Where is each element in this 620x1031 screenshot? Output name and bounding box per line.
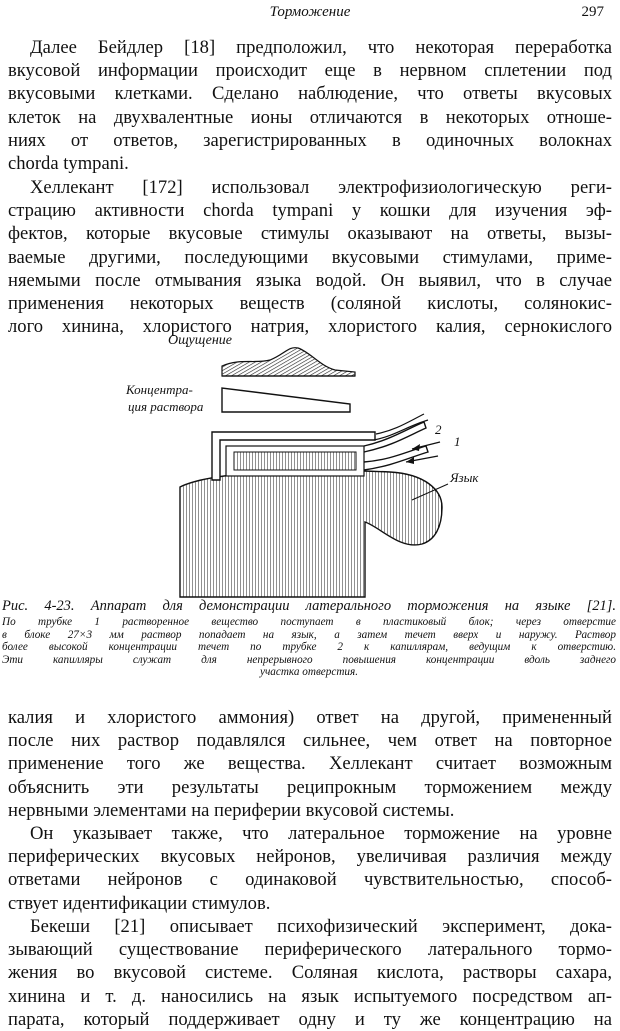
label-sensation: Ощущение [168,333,232,348]
caption-body [2,616,616,679]
tube-2-inner [374,420,428,440]
label-concentration-1: Концентра- [126,382,193,397]
text-line: chorda tympani. [8,152,129,174]
text-line: ваемые другими, последующими вкусовыми стимулами, приме- [8,246,612,268]
text-line: калия и хлористого аммония) ответ на другой, примененный [8,707,612,728]
paragraph-lateral [8,822,612,915]
page-number: 297 [581,4,604,20]
caption-line: более высокой концентрации течет по трубке 2 к капиллярам, ведущим к отверстию. [2,641,616,654]
figure-apparatus [126,322,510,597]
text-line: объяснить эти результаты реципрокным торможением между [8,776,612,798]
text-line: зывающий существование периферического латерального тормо- [8,939,612,961]
text-line: лого хинина, хлористого натрия, хлористого калия, сернокислого [8,316,612,338]
text-line: ствует идентификации стимулов. [8,892,271,914]
label-tube-2: 2 [435,422,442,437]
caption-line: в блоке 27×3 мм раствор попадает на язык, а затем течет вверх и наружу. Раствор [2,628,616,641]
running-header [0,2,620,24]
paragraph-hellekant [8,176,612,338]
text-line: применения некоторых веществ (соляной кислоты, солянокис- [8,292,612,314]
running-title: Торможение [269,4,351,20]
caption-line: Эти капилляры служат для непрерывного повышения концентрации вдоль заднего [2,653,616,666]
text-line: ответами нейронов с одинаковой чувствительностью, способ- [8,869,612,891]
text-line: после них раствор подавлялся сильнее, чем ответ на повторное [8,730,612,752]
text-line: периферических вкусовых нейронов, увеличивая различия между [8,846,612,868]
text-line: ниях от ответов, зарегистрированных в одиночных волокнах [8,129,612,151]
text-line: хинина и т. д. наносились на язык испытуемого посредством ап- [8,985,612,1007]
text-line: страцию активности chorda tympani у кошки для изучения эф- [8,200,612,222]
text-line: вкусовыми клетками. Сделано наблюдение, что ответы вкусовых [8,83,612,105]
concentration-wedge [222,388,350,412]
caption-line: участка отверстия. [259,666,358,679]
label-concentration-2: ция раствора [128,399,204,414]
paragraph-beidler [8,36,612,175]
apparatus-diagram [126,322,510,597]
figure-caption [2,596,616,679]
paragraph-continuation [8,706,612,822]
text-line: применение того же вещества. Хеллекант считает возможным [8,753,612,775]
text-line: фектов, которые вкусовые стимулы оказывают на ответы, вызы- [8,223,612,245]
text-line: клеток на двухвалентные ионы отличаются в некоторых отноше- [8,106,612,128]
text-line: Далее Бейдлер [18] предположил, что некоторая переработка [30,37,612,58]
paragraph-bekesy [8,915,612,1031]
text-line: Бекеши [21] описывает психофизический эксперимент, дока- [30,916,612,937]
text-line: няемыми после отмывания языка водой. Он выявил, что в случае [8,269,612,291]
caption-title: Рис. 4-23. Аппарат для демонстрации латерального торможения на языке [21]. [2,598,616,614]
text-line: вкусовой информации происходит еще в нервном сплетении под [8,60,612,82]
text-line: Он указывает также, что латеральное торможение на уровне [30,823,612,844]
caption-line: По трубке 1 растворенное вещество поступает в пластиковый блок; через отверстие [2,616,616,628]
capillaries [234,452,356,470]
label-tube-1: 1 [454,434,461,449]
sensation-curve [222,348,355,376]
text-line: парата, который поддерживает одну и ту же концентрацию на [8,1008,612,1030]
text-line: Хеллекант [172] использовал электрофизиологическую реги- [30,177,612,198]
label-tongue: Язык [450,470,479,485]
text-line: жения во вкусовой системе. Соляная кислота, растворы сахара, [8,962,612,984]
tongue-shape [180,471,442,597]
text-line: нервными элементами на периферии вкусовой системы. [8,799,455,821]
